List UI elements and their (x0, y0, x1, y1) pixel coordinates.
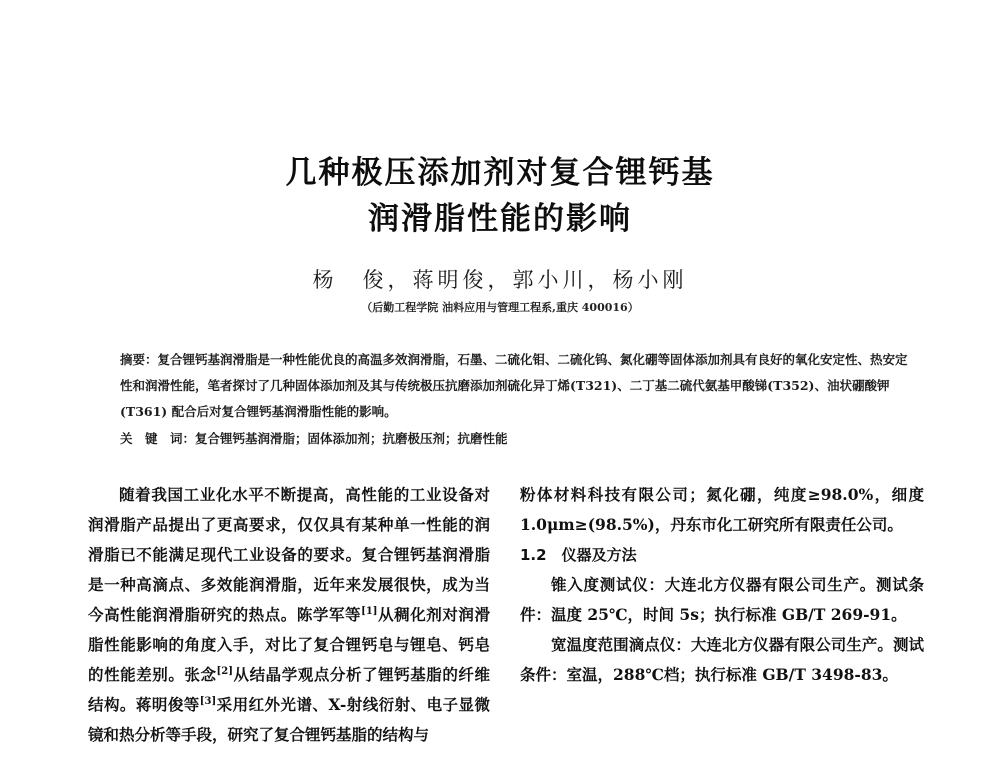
section-heading-1-2: 1.2 仪器及方法 (520, 546, 637, 564)
citation-1: [1] (361, 605, 378, 617)
intro-text-1: 随着我国工业化水平不断提高，高性能的工业设备对润滑脂产品提出了更高要求，仅仅具有某种单一性能的润滑脂已不能满足现代工业设备的要求。复合锂钙基润滑脂是一种高滴点、多效能润滑脂，近年来发展很快，成为当今高性能润滑脂研究的热点。陈学军等 (88, 485, 490, 624)
title-line-2: 润滑脂性能的影响 (368, 201, 632, 237)
intro-text-3: 从结晶学观点分析了锂钙基脂的纤维结构。蒋明俊等 (88, 665, 490, 714)
penetrometer-paragraph: 锥入度测试仪：大连北方仪器有限公司生产。测试条件：温度 25℃，时间 5s；执行标准 GB/T 269-91。 (520, 575, 924, 624)
citation-2: [2] (216, 665, 233, 677)
author-list: 杨 俊，蒋明俊，郭小川，杨小刚 (312, 268, 688, 292)
keywords-label: 关 键 词： (120, 431, 196, 446)
affiliation: （后勤工程学院 油料应用与管理工程系,重庆 400016） (361, 301, 639, 314)
abstract-text: 复合锂钙基润滑脂是一种性能优良的高温多效润滑脂，石墨、二硫化钼、二硫化钨、氮化硼等固体添加剂具有良好的氧化安定性、热安定性和润滑性能，笔者探讨了几种固体添加剂及其与传统极压抗磨添加剂硫化异丁烯(T321)、二丁基二硫代氨基甲酸锑(T352)、油状硼酸钾(T361) 配合后对复合锂钙基润滑脂性能的影响。 (120, 352, 908, 419)
citation-3: [3] (199, 695, 217, 707)
body-column-left (88, 480, 490, 750)
dropping-point-paragraph: 宽温度范围滴点仪：大连北方仪器有限公司生产。测试条件：室温，288℃档；执行标准 GB/T 3498-83。 (520, 635, 924, 684)
intro-paragraph (88, 480, 490, 750)
paper-title (0, 150, 1000, 242)
intro-text-4: 采用红外光谱、X-射线衍射、电子显微镜和热分析等手段，研究了复合锂钙基脂的结构与 (88, 695, 490, 744)
title-line-1: 几种极压添加剂对复合锂钙基 (285, 155, 715, 191)
abstract-label: 摘要： (120, 352, 158, 367)
body-column-right (520, 480, 924, 690)
keywords (120, 426, 920, 452)
intro-text-2: 从稠化剂对润滑脂性能影响的角度入手，对比了复合锂钙皂与锂皂、钙皂的性能差别。张念 (88, 605, 490, 684)
materials-continuation: 粉体材料科技有限公司；氮化硼，纯度≥98.0%，细度 1.0μm≥(98.5%)，丹东市化工研究所有限责任公司。 (520, 485, 924, 534)
keywords-text: 复合锂钙基润滑脂；固体添加剂；抗磨极压剂；抗磨性能 (195, 431, 508, 446)
abstract (120, 347, 920, 425)
